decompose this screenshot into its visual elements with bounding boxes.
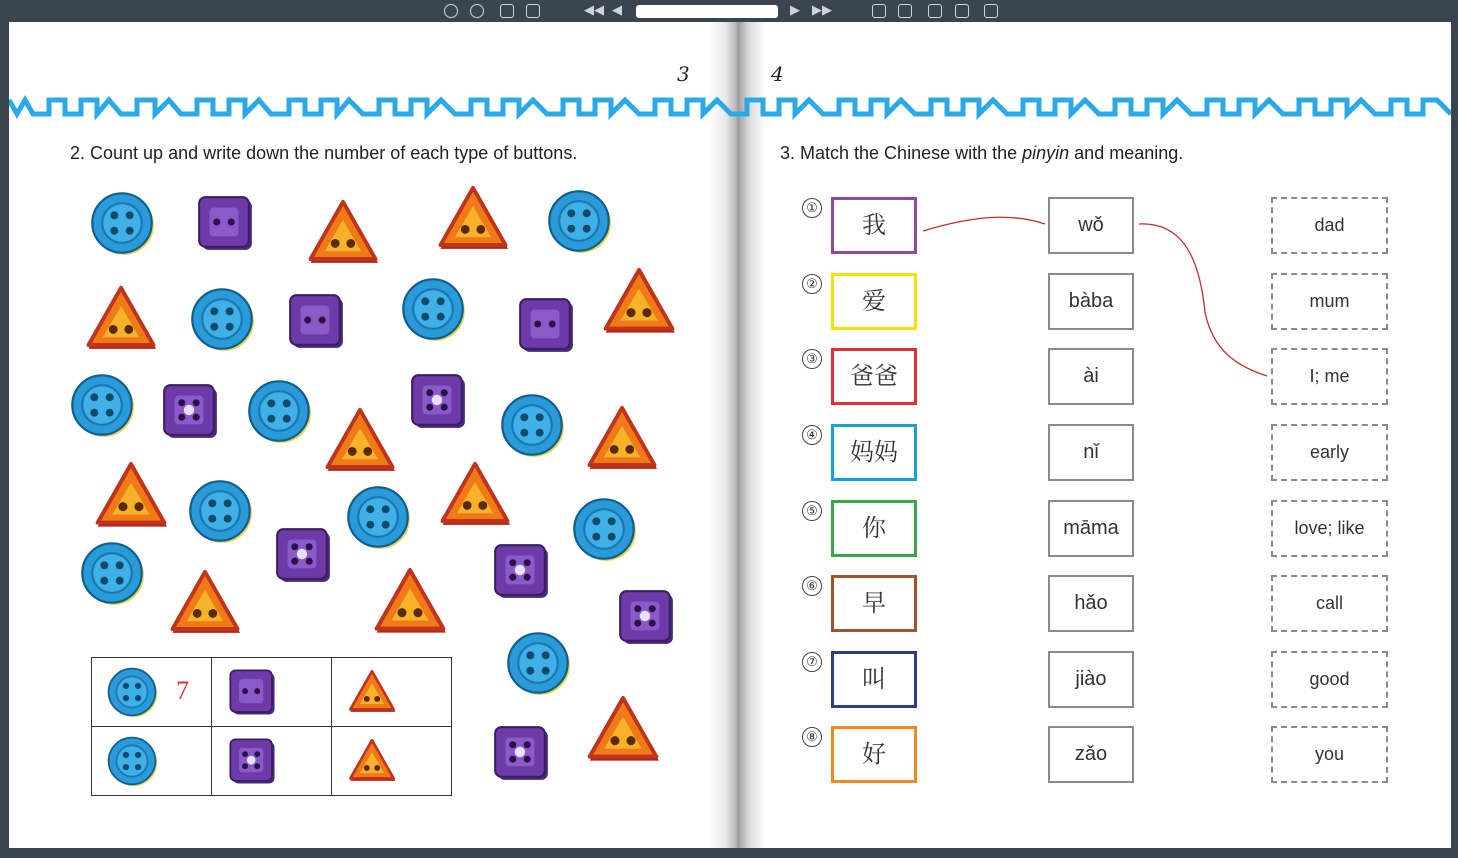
tally-cell-orange[interactable]	[332, 658, 452, 727]
orange-triangle-button-icon	[370, 562, 450, 647]
orange-triangle-button-icon	[599, 262, 679, 347]
meaning-box[interactable]: early	[1271, 424, 1388, 481]
workbook-spread	[9, 22, 1451, 848]
item-number: ②	[802, 274, 822, 294]
purple-square-button-icon	[226, 666, 278, 723]
pinyin-box[interactable]: māma	[1048, 500, 1134, 557]
purple-square-button-icon	[194, 192, 256, 259]
item-number: ⑧	[802, 727, 822, 747]
item-number: ①	[802, 198, 822, 218]
chinese-word-box[interactable]: 爸爸	[831, 348, 917, 405]
meaning-box[interactable]: you	[1271, 726, 1388, 783]
pinyin-box[interactable]: wǒ	[1048, 197, 1134, 254]
match-line	[1139, 224, 1267, 376]
orange-triangle-button-icon	[583, 690, 663, 775]
blue-round-button-icon	[571, 496, 637, 567]
purple-square-button-icon	[515, 294, 577, 361]
exercise-3-instruction	[780, 143, 1183, 164]
right-page-number: 4	[771, 62, 784, 86]
toolbar-icon-6[interactable]	[898, 4, 912, 18]
button-tally-table	[91, 657, 452, 796]
orange-triangle-button-icon	[346, 735, 398, 792]
purple-square-button-icon	[159, 380, 221, 447]
instruction-text: and meaning.	[1069, 143, 1184, 163]
blue-round-button-icon	[499, 392, 565, 463]
orange-triangle-button-icon	[304, 194, 382, 277]
blue-round-button-icon	[69, 372, 135, 443]
item-number: ③	[802, 349, 822, 369]
blue-round-button-icon	[345, 484, 411, 555]
chinese-word-box[interactable]: 好	[831, 726, 917, 783]
tally-row	[92, 727, 452, 796]
purple-square-button-icon	[285, 290, 347, 357]
pinyin-box[interactable]: zǎo	[1048, 726, 1134, 783]
pinyin-box[interactable]: bàba	[1048, 273, 1134, 330]
chinese-word-box[interactable]: 叫	[831, 651, 917, 708]
purple-square-button-icon	[407, 370, 469, 437]
exercise-2-instruction: 2. Count up and write down the number of each type of buttons.	[70, 143, 578, 163]
tally-row	[92, 658, 452, 727]
pinyin-box[interactable]: ài	[1048, 348, 1134, 405]
tally-cell-blue-answer[interactable]	[92, 727, 212, 796]
instruction-text: 3. Match the Chinese with the	[780, 143, 1023, 163]
item-number: ④	[802, 425, 822, 445]
prev-page-icon[interactable]: ◀	[612, 3, 622, 18]
orange-triangle-button-icon	[434, 180, 512, 263]
toolbar-icon-9[interactable]	[984, 4, 998, 18]
match-line	[923, 217, 1045, 231]
orange-triangle-button-icon	[166, 564, 244, 647]
pinyin-box[interactable]: nǐ	[1048, 424, 1134, 481]
meaning-box[interactable]: mum	[1271, 273, 1388, 330]
tally-cell-orange-answer[interactable]	[332, 727, 452, 796]
orange-triangle-button-icon	[82, 280, 160, 363]
blue-round-button-icon	[400, 276, 466, 347]
blue-round-button-icon	[505, 630, 571, 701]
item-number: ⑥	[802, 576, 822, 596]
orange-triangle-button-icon	[321, 402, 399, 485]
first-page-icon[interactable]: ◀◀	[584, 3, 604, 18]
tally-cell-purple[interactable]	[212, 658, 332, 727]
meaning-box[interactable]: I; me	[1271, 348, 1388, 405]
chinese-word-box[interactable]: 早	[831, 575, 917, 632]
blue-round-button-icon	[246, 378, 312, 449]
purple-square-button-icon	[226, 735, 278, 792]
decorative-border	[9, 94, 1451, 120]
orange-triangle-button-icon	[346, 666, 398, 723]
pinyin-box[interactable]: hǎo	[1048, 575, 1134, 632]
purple-square-button-icon	[490, 722, 552, 789]
blue-round-button-icon	[106, 735, 158, 792]
toolbar-icon-5[interactable]	[872, 4, 886, 18]
tally-cell-blue[interactable]	[92, 658, 212, 727]
blue-round-count: 7	[176, 676, 189, 705]
item-number: ⑦	[802, 652, 822, 672]
toolbar-icon-3[interactable]	[500, 4, 514, 18]
meaning-box[interactable]: good	[1271, 651, 1388, 708]
pinyin-box[interactable]: jiào	[1048, 651, 1134, 708]
meaning-box[interactable]: dad	[1271, 197, 1388, 254]
last-page-icon[interactable]: ▶▶	[812, 3, 832, 18]
blue-round-button-icon	[546, 188, 612, 259]
blue-round-button-icon	[89, 190, 155, 261]
tally-cell-purple-answer[interactable]	[212, 727, 332, 796]
purple-square-button-icon	[615, 586, 677, 653]
chinese-word-box[interactable]: 你	[831, 500, 917, 557]
blue-round-button-icon	[106, 666, 158, 723]
chinese-word-box[interactable]: 妈妈	[831, 424, 917, 481]
meaning-box[interactable]: call	[1271, 575, 1388, 632]
left-page-number: 3	[677, 62, 690, 86]
blue-round-button-icon	[189, 286, 255, 357]
book-spine	[709, 22, 765, 848]
toolbar-icon-8[interactable]	[955, 4, 969, 18]
chinese-word-box[interactable]: 我	[831, 197, 917, 254]
orange-triangle-button-icon	[583, 400, 661, 483]
instruction-italic-text: pinyin	[1022, 143, 1070, 163]
blue-round-button-icon	[187, 478, 253, 549]
next-page-icon[interactable]: ▶	[790, 3, 800, 18]
viewer-toolbar	[0, 0, 1458, 22]
chinese-word-box[interactable]: 爱	[831, 273, 917, 330]
purple-square-button-icon	[490, 540, 552, 607]
page-slider[interactable]	[636, 5, 778, 18]
item-number: ⑤	[802, 501, 822, 521]
toolbar-icon-1[interactable]	[444, 4, 458, 18]
orange-triangle-button-icon	[91, 456, 171, 541]
toolbar-icon-4[interactable]	[526, 4, 540, 18]
blue-round-button-icon	[79, 540, 145, 611]
purple-square-button-icon	[272, 524, 334, 591]
meaning-box[interactable]: love; like	[1271, 500, 1388, 557]
toolbar-icon-2[interactable]	[470, 4, 484, 18]
orange-triangle-button-icon	[436, 456, 514, 539]
toolbar-icon-7[interactable]	[928, 4, 942, 18]
